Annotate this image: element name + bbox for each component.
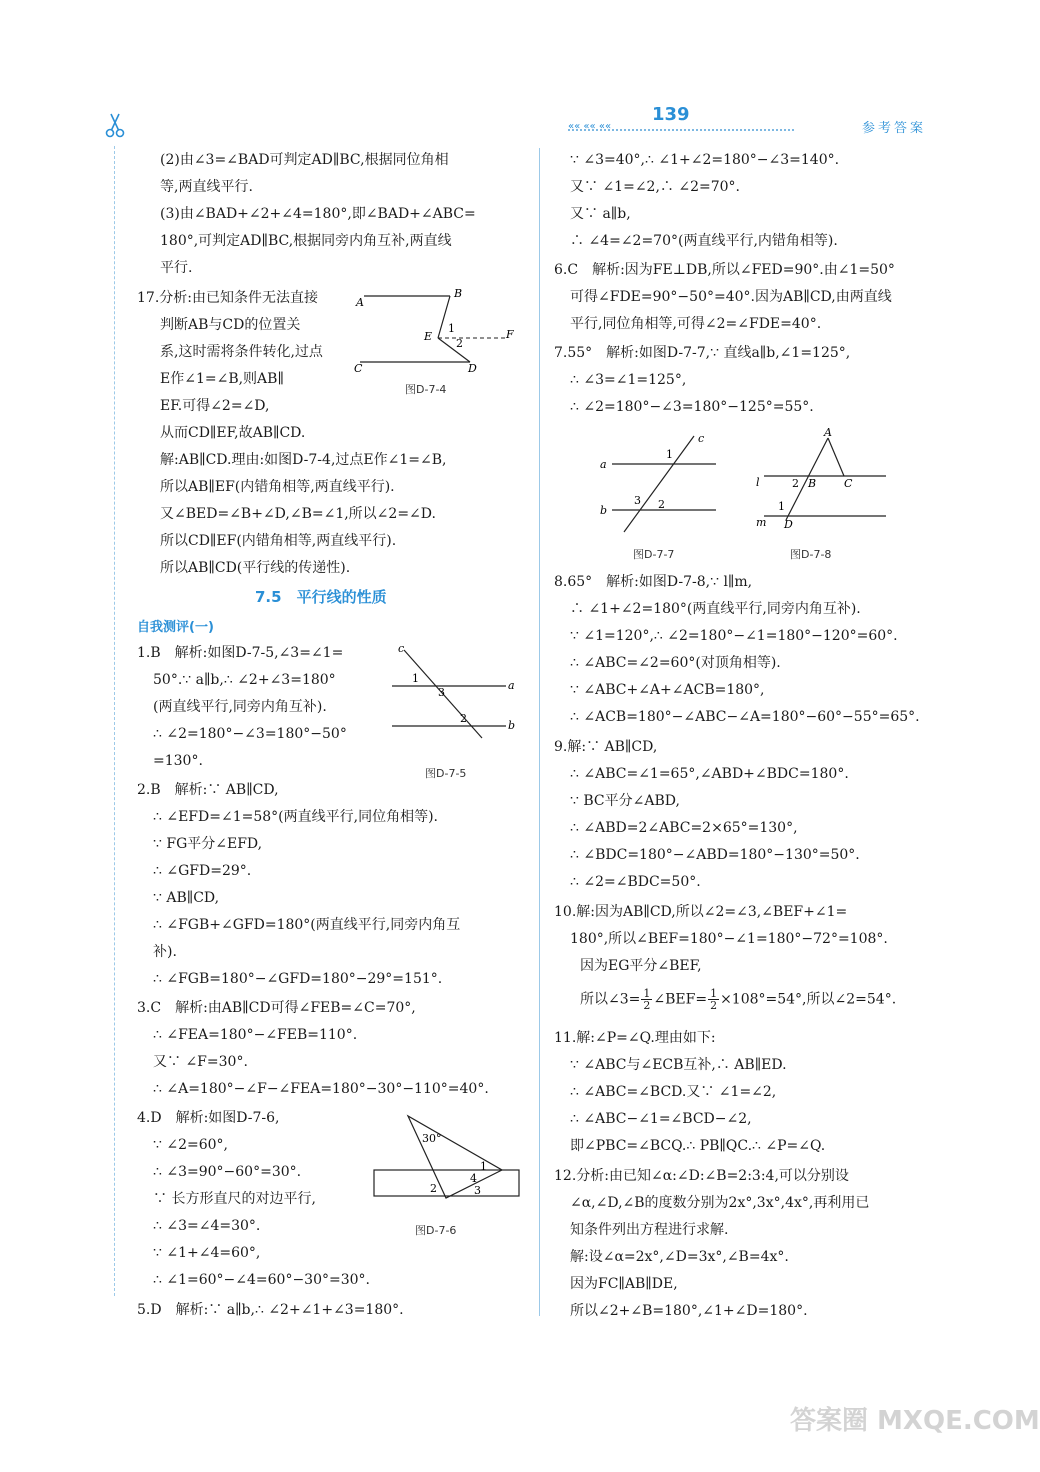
text-line-fraction: 所以∠3= $\frac{1}{2}$ ∠BEF= $\frac{1}{2}$ ×108°=54°,所以∠2=54°. xyxy=(580,987,897,1012)
section-title: 7.5 平行线的性质 xyxy=(255,588,387,606)
column-divider xyxy=(539,148,540,1316)
text-line: ∵ ∠ABC+∠A+∠ACB=180°, xyxy=(570,682,765,698)
svg-text:2: 2 xyxy=(430,1182,437,1195)
svg-text:B: B xyxy=(808,477,817,490)
svg-text:1: 1 xyxy=(666,448,673,461)
text-line: 5.D 解析:∵ a∥b,∴ ∠2+∠1+∠3=180°. xyxy=(137,1302,404,1318)
text-line: ∴ ∠ABC=∠1=65°,∠ABD+∠BDC=180°. xyxy=(570,766,849,782)
text-line: ∵ ∠3=40°,∴ ∠1+∠2=180°−∠3=140°. xyxy=(570,152,840,168)
section-label: 参考答案 xyxy=(862,121,927,136)
text-line: ∴ ∠A=180°−∠F−∠FEA=180°−30°−110°=40°. xyxy=(153,1081,489,1097)
text-line: 从而CD∥EF,故AB∥CD. xyxy=(160,425,306,441)
text-line: 即∠PBC=∠BCQ.∴ PB∥QC.∴ ∠P=∠Q. xyxy=(570,1138,826,1154)
svg-text:1: 1 xyxy=(412,672,419,685)
svg-text:c: c xyxy=(698,432,705,445)
text-line: ∴ ∠2=180°−∠3=180°−125°=55°. xyxy=(570,399,814,415)
text-line: 1.B 解析:如图D-7-5,∠3=∠1= xyxy=(137,645,344,661)
text-line: 等,两直线平行. xyxy=(160,179,253,195)
svg-text:1: 1 xyxy=(778,500,785,513)
text-line: ∴ ∠2=∠BDC=50°. xyxy=(570,874,701,890)
text-line: 所以∠2+∠B=180°,∠1+∠D=180°. xyxy=(570,1303,808,1319)
text-line: 8.65° 解析:如图D-7-8,∵ l∥m, xyxy=(554,574,753,590)
text-line: E作∠1=∠B,则AB∥ xyxy=(160,371,284,387)
svg-text:m: m xyxy=(756,516,767,529)
text-line: 所以AB∥EF(内错角相等,两直线平行). xyxy=(160,479,395,495)
text-line: 9.解:∵ AB∥CD, xyxy=(554,739,658,755)
svg-text:C: C xyxy=(844,477,853,490)
scissors-icon xyxy=(104,112,126,138)
text-line: 平行,同位角相等,可得∠2=∠FDE=40°. xyxy=(570,316,822,332)
text-line: 11.解:∠P=∠Q.理由如下: xyxy=(554,1030,716,1046)
text-line: ∵ ∠1+∠4=60°, xyxy=(153,1245,261,1261)
text-line: ∴ ∠ABD=2∠ABC=2×65°=130°, xyxy=(570,820,798,836)
text-line: 6.C 解析:因为FE⊥DB,所以∠FED=90°.由∠1=50° xyxy=(554,262,895,278)
text-line: 3.C 解析:由AB∥CD可得∠FEB=∠C=70°, xyxy=(137,1000,416,1016)
figure-d-7-8 xyxy=(752,424,892,536)
text-line: 4.D 解析:如图D-7-6, xyxy=(137,1110,280,1126)
figure-d-7-6 xyxy=(370,1110,525,1210)
text-line: 又∵ a∥b, xyxy=(570,206,631,222)
text-line: 180°,可判定AD∥BC,根据同旁内角互补,两直线 xyxy=(160,233,452,249)
text-line: ∴ ∠1+∠2=180°(两直线平行,同旁内角互补). xyxy=(570,601,861,617)
svg-text:4: 4 xyxy=(470,1172,477,1185)
label-F: F xyxy=(506,328,514,341)
text-line: 10.解:因为AB∥CD,所以∠2=∠3,∠BEF+∠1= xyxy=(554,904,848,920)
text-line: 12.分析:由已知∠α:∠D:∠B=2:3:4,可以分别设 xyxy=(554,1168,849,1184)
svg-text:2: 2 xyxy=(658,498,665,511)
text-line: ∴ ∠ABC=∠BCD.又∵ ∠1=∠2, xyxy=(570,1084,777,1100)
svg-text:30°: 30° xyxy=(422,1132,442,1145)
text-line: ∴ ∠FEA=180°−∠FEB=110°. xyxy=(153,1027,358,1043)
text-line: 2.B 解析:∵ AB∥CD, xyxy=(137,782,279,798)
header-chevrons: «« «« «« xyxy=(568,121,612,132)
text-line: 知条件列出方程进行求解. xyxy=(570,1222,729,1238)
text-line: =130°. xyxy=(153,753,203,769)
text-line: 判断AB与CD的位置关 xyxy=(160,317,301,333)
text-line: 平行. xyxy=(160,260,193,276)
text-line: 又∠BED=∠B+∠D,∠B=∠1,所以∠2=∠D. xyxy=(160,506,436,522)
self-test-title: 自我测评(一) xyxy=(137,620,214,635)
svg-text:D: D xyxy=(784,518,793,531)
text-line: (2)由∠3=∠BAD可判定AD∥BC,根据同位角相 xyxy=(160,152,449,168)
text-line: 因为EG平分∠BEF, xyxy=(580,958,702,974)
svg-text:b: b xyxy=(508,719,516,732)
svg-text:2: 2 xyxy=(460,712,467,725)
page-number: 139 xyxy=(652,104,690,125)
svg-text:a: a xyxy=(600,458,607,471)
label-E: E xyxy=(424,330,433,343)
text-line: ∴ ∠EFD=∠1=58°(两直线平行,同位角相等). xyxy=(153,809,438,825)
label-D: D xyxy=(468,362,477,375)
svg-text:3: 3 xyxy=(474,1184,481,1197)
text-line: ∴ ∠FGB+∠GFD=180°(两直线平行,同旁内角互 xyxy=(153,917,461,933)
svg-text:b: b xyxy=(600,504,608,517)
svg-text:a: a xyxy=(508,679,515,692)
text-line: 系,这时需将条件转化,过点 xyxy=(160,344,323,360)
text-line: 50°.∵ a∥b,∴ ∠2+∠3=180° xyxy=(153,672,336,688)
text-line: 解:设∠α=2x°,∠D=3x°,∠B=4x°. xyxy=(570,1249,789,1265)
text-line: 所以AB∥CD(平行线的传递性). xyxy=(160,560,351,576)
figure-d-7-5 xyxy=(388,644,528,740)
text-line: 因为FC∥AB∥DE, xyxy=(570,1276,678,1292)
text-line: (3)由∠BAD+∠2+∠4=180°,即∠BAD+∠ABC= xyxy=(160,206,476,222)
svg-text:c: c xyxy=(398,642,405,655)
svg-text:2: 2 xyxy=(792,477,799,490)
label-1: 1 xyxy=(448,322,455,335)
svg-text:A: A xyxy=(824,426,832,439)
figure-d-7-7 xyxy=(598,430,728,535)
text-line: ∵ BC平分∠ABD, xyxy=(570,793,680,809)
text-line: 可得∠FDE=90°−50°=40°.因为AB∥CD,由两直线 xyxy=(570,289,892,305)
text-line: (两直线平行,同旁内角互补). xyxy=(153,699,327,715)
text-line: 补). xyxy=(153,944,177,960)
caption-d-7-6: 图D-7-6 xyxy=(415,1224,457,1237)
svg-text:1: 1 xyxy=(480,1160,487,1173)
label-C: C xyxy=(354,362,363,375)
text-line: 解:AB∥CD.理由:如图D-7-4,过点E作∠1=∠B, xyxy=(160,452,447,468)
caption-d-7-8: 图D-7-8 xyxy=(790,548,832,561)
text-line: ∴ ∠1=60°−∠4=60°−30°=30°. xyxy=(153,1272,370,1288)
label-A: A xyxy=(356,296,364,309)
text-line: ∴ ∠FGB=180°−∠GFD=180°−29°=151°. xyxy=(153,971,443,987)
text-line: ∵ ∠2=60°, xyxy=(153,1137,228,1153)
text-line: ∴ ∠3=∠4=30°. xyxy=(153,1218,261,1234)
text-line: 180°,所以∠BEF=180°−∠1=180°−72°=108°. xyxy=(570,931,888,947)
text-line: 又∵ ∠F=30°. xyxy=(153,1054,248,1070)
label-B: B xyxy=(454,287,463,300)
text-line: ∵ 长方形直尺的对边平行, xyxy=(153,1191,316,1207)
text-line: ∵ ∠1=120°,∴ ∠2=180°−∠1=180°−120°=60°. xyxy=(570,628,898,644)
text-line: ∴ ∠3=∠1=125°, xyxy=(570,372,687,388)
text-line: ∴ ∠GFD=29°. xyxy=(153,863,252,879)
text-line: ∴ ∠BDC=180°−∠ABD=180°−130°=50°. xyxy=(570,847,860,863)
watermark: 答案圈 MXQE.COM xyxy=(790,1406,1040,1436)
caption-d-7-5: 图D-7-5 xyxy=(425,767,467,780)
label-2: 2 xyxy=(456,337,463,350)
text-line: ∴ ∠ACB=180°−∠ABC−∠A=180°−60°−55°=65°. xyxy=(570,709,920,725)
svg-text:l: l xyxy=(756,476,760,489)
text-line: ∴ ∠3=90°−60°=30°. xyxy=(153,1164,302,1180)
caption-d-7-4: 图D-7-4 xyxy=(405,383,447,396)
text-line: 所以CD∥EF(内错角相等,两直线平行). xyxy=(160,533,397,549)
text-line: ∵ ∠ABC与∠ECB互补,∴ AB∥ED. xyxy=(570,1057,787,1073)
text-line: ∴ ∠4=∠2=70°(两直线平行,内错角相等). xyxy=(570,233,838,249)
text-line: EF.可得∠2=∠D, xyxy=(160,398,270,414)
caption-d-7-7: 图D-7-7 xyxy=(633,548,675,561)
text-line: ∵ FG平分∠EFD, xyxy=(153,836,263,852)
text-line: ∴ ∠2=180°−∠3=180°−50° xyxy=(153,726,347,742)
svg-text:3: 3 xyxy=(634,494,641,507)
text-line: 7.55° 解析:如图D-7-7,∵ 直线a∥b,∠1=125°, xyxy=(554,345,851,361)
text-line: ∴ ∠ABC−∠1=∠BCD−∠2, xyxy=(570,1111,752,1127)
text-line: ∠α,∠D,∠B的度数分别为2x°,3x°,4x°,再利用已 xyxy=(570,1195,870,1211)
cut-line xyxy=(114,146,115,1296)
svg-text:3: 3 xyxy=(438,686,445,699)
text-line: 17.分析:由已知条件无法直接 xyxy=(137,290,318,306)
text-line: ∵ AB∥CD, xyxy=(153,890,220,906)
text-line: 又∵ ∠1=∠2,∴ ∠2=70°. xyxy=(570,179,740,195)
text-line: ∴ ∠ABC=∠2=60°(对顶角相等). xyxy=(570,655,781,671)
